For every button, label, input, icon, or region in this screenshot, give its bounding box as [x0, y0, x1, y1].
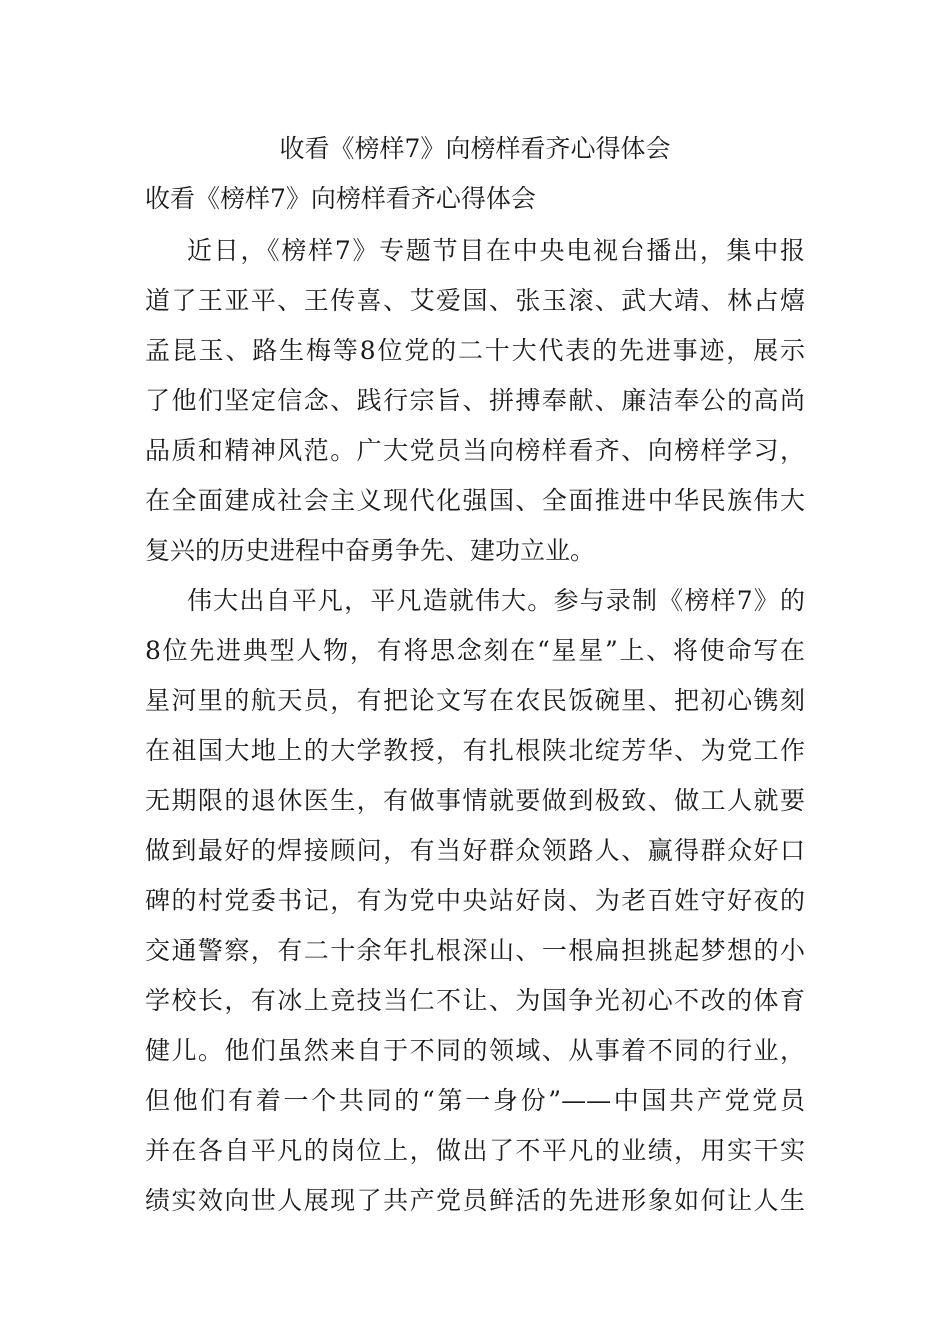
paragraph-2-line-4: 在祖国大地上的大学教授，有扎根陕北绽芳华、为党工作 [145, 736, 805, 765]
document-subtitle: 收看《榜样7》向榜样看齐心得体会 [145, 184, 536, 213]
document-body [145, 226, 805, 1226]
paragraph-1-line-4: 了他们坚定信念、践行宗旨、拼搏奉献、廉洁奉公的高尚 [145, 386, 805, 415]
paragraph-1-line-7: 复兴的历史进程中奋勇争先、建功立业。 [145, 536, 596, 565]
paragraph-1-line-5: 品质和精神风范。广大党员当向榜样看齐、向榜样学习， [145, 436, 805, 465]
paragraph-2-line-12: 并在各自平凡的岗位上，做出了不平凡的业绩，用实干实 [145, 1136, 805, 1165]
paragraph-2-line-11: 但他们有着一个共同的“第一身份”——中国共产党党员 [145, 1086, 805, 1115]
paragraph-1-line-2: 道了王亚平、王传喜、艾爱国、张玉滚、武大靖、林占熺 [145, 286, 805, 315]
paragraph-2-line-13: 绩实效向世人展现了共产党员鲜活的先进形象如何让人生 [145, 1186, 805, 1215]
paragraph-2-line-8: 交通警察，有二十余年扎根深山、一根扁担挑起梦想的小 [145, 936, 805, 965]
paragraph-2-line-9: 学校长，有冰上竞技当仁不让、为国争光初心不改的体育 [145, 986, 805, 1015]
paragraph-2-line-6: 做到最好的焊接顾问，有当好群众领路人、赢得群众好口 [145, 836, 805, 865]
paragraph-2-line-1: 伟大出自平凡，平凡造就伟大。参与录制《榜样7》的 [187, 586, 805, 615]
document-title: 收看《榜样7》向榜样看齐心得体会 [279, 134, 671, 163]
paragraph-2-line-7: 碑的村党委书记，有为党中央站好岗、为老百姓守好夜的 [145, 886, 805, 915]
paragraph-1-line-3: 孟昆玉、路生梅等8位党的二十大代表的先进事迹，展示 [145, 336, 805, 365]
paragraph-2-line-10: 健儿。他们虽然来自于不同的领域、从事着不同的行业， [145, 1036, 805, 1065]
paragraph-2-line-3: 星河里的航天员，有把论文写在农民饭碗里、把初心镌刻 [145, 686, 805, 715]
paragraph-1-line-6: 在全面建成社会主义现代化强国、全面推进中华民族伟大 [145, 486, 805, 515]
paragraph-2-line-2: 8位先进典型人物，有将思念刻在“星星”上、将使命写在 [145, 636, 805, 665]
paragraph-2-line-5: 无期限的退休医生，有做事情就要做到极致、做工人就要 [145, 786, 805, 815]
paragraph-1-line-1: 近日，《榜样7》专题节目在中央电视台播出，集中报 [187, 236, 805, 265]
